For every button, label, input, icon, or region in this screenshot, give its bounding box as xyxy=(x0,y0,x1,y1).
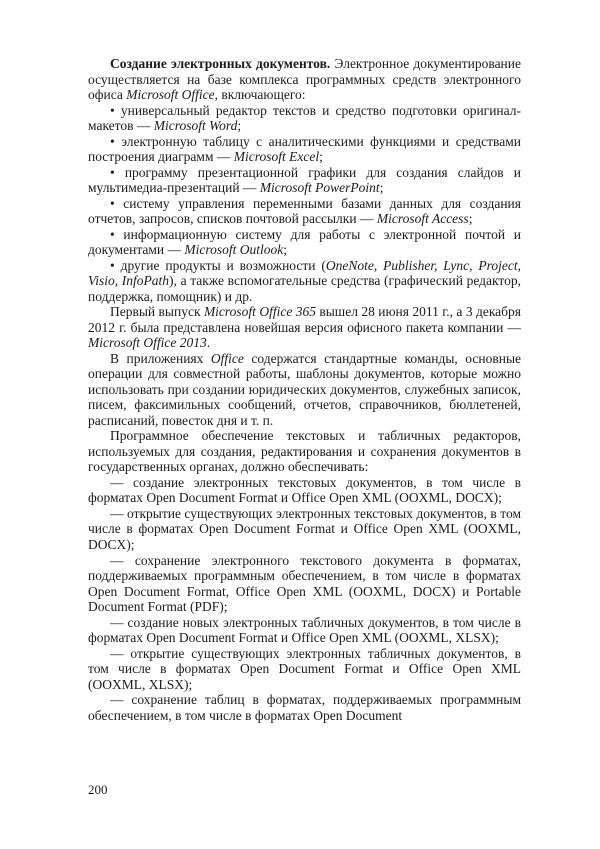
text: ; xyxy=(468,211,473,227)
text: вышел 28 июня 2011 г., а 3 декабря 2012 г. была представлена новейшая версия офисного пакета компании — xyxy=(88,304,521,335)
bullet-paragraph xyxy=(88,165,521,196)
text: ), а также вспомогательные средства (графический редактор, поддержка, помощник) и др. xyxy=(88,273,521,304)
text: — сохранение электронного текстового документа в форматах, поддерживаемых программным обеспечением, в том числе в форматах Open Document Format, Office Open XML (OOXML, DOCX) и Portable Document Format (PDF); xyxy=(88,552,521,615)
bullet-paragraph xyxy=(88,103,521,134)
body-paragraph xyxy=(88,351,521,429)
bold-text: Создание электронных документов. xyxy=(110,56,335,71)
text: Первый выпуск xyxy=(110,304,204,320)
text: ; xyxy=(283,242,288,258)
text: • информационную систему для работы с электронной почтой и документами — xyxy=(88,226,521,258)
italic-text: Microsoft PowerPoint xyxy=(259,180,380,196)
dash-paragraph xyxy=(88,475,521,506)
italic-text: Microsoft Word xyxy=(153,118,238,134)
body-paragraph xyxy=(88,304,521,351)
dash-paragraph xyxy=(88,506,521,553)
italic-text: Microsoft Office 2013 xyxy=(88,335,207,351)
text: • программу презентационной графики для создания слайдов и мультимедиа-презентаций — xyxy=(88,164,521,196)
italic-text: Microsoft Office 365 xyxy=(203,304,316,320)
italic-text: Microsoft Outlook xyxy=(184,242,284,258)
text: , включающего: xyxy=(214,87,306,103)
document-body xyxy=(88,56,521,723)
bullet-paragraph xyxy=(88,227,521,258)
bullet-paragraph xyxy=(88,134,521,165)
text: ; xyxy=(319,149,323,165)
dash-paragraph xyxy=(88,553,521,615)
dash-paragraph xyxy=(88,615,521,646)
text: — создание новых электронных табличных документов, в том числе в форматах Open Document Format и Office Open XML (OOXML, XLSX); xyxy=(88,614,521,646)
bullet-paragraph xyxy=(88,196,521,227)
body-paragraph xyxy=(88,428,521,475)
dash-paragraph xyxy=(88,692,521,723)
bullet-paragraph xyxy=(88,258,521,305)
italic-text: Microsoft Office xyxy=(126,87,215,103)
text: — открытие существующих электронных текстовых документов, в том числе в форматах Open Document Format и Office Open XML (OOXML, DOCX); xyxy=(88,505,521,552)
text: В приложениях xyxy=(110,350,211,366)
text: ; xyxy=(379,180,384,196)
text: — открытие существующих электронных табличных документов, в том числе в форматах Open Document Format и Office Open XML (OOXML, XLSX); xyxy=(88,645,521,692)
italic-text: Microsoft Access xyxy=(376,211,469,227)
text: • другие продукты и возможности ( xyxy=(110,257,326,273)
dash-paragraph xyxy=(88,646,521,693)
italic-text: OneNote, Publisher, Lync, Project, Visio, InfoPath xyxy=(88,257,521,289)
italic-text: Office xyxy=(210,350,244,366)
text: • универсальный редактор текстов и средство подготовки оригинал-макетов — xyxy=(88,102,521,134)
text: содержатся стандартные команды, основные операции для совместной работы, шаблоны документов, которые можно использовать при создании юридических документов, служебных записок, писем, факсимильных сообщений, отчетов, справочников, бюллетеней, расписаний, повесток дня и т. п. xyxy=(88,350,522,428)
text: . xyxy=(206,335,211,351)
text: — сохранение таблиц в форматах, поддерживаемых программным обеспечением, в том числе в форматах Open Document xyxy=(88,692,521,723)
text: Электронное документирование осуществляется на базе комплекса программных средств электронного офиса xyxy=(88,56,521,103)
text: Программное обеспечение текстовых и табличных редакторов, используемых для создания, редактирования и сохранения документов в государственных органах, должно обеспечивать: xyxy=(88,428,521,475)
text: • электронную таблицу с аналитическими функциями и средствами построения диаграмм — xyxy=(88,133,521,165)
text: ; xyxy=(237,118,242,134)
body-paragraph xyxy=(88,56,521,103)
text: — создание электронных текстовых документов, в том числе в форматах Open Document Format и Office Open XML (OOXML, DOCX); xyxy=(88,474,521,506)
italic-text: Microsoft Excel xyxy=(233,149,320,165)
text: • систему управления переменными базами данных для создания отчетов, запросов, списков почтовой рассылки — xyxy=(88,195,521,227)
page-number: 200 xyxy=(88,782,108,797)
